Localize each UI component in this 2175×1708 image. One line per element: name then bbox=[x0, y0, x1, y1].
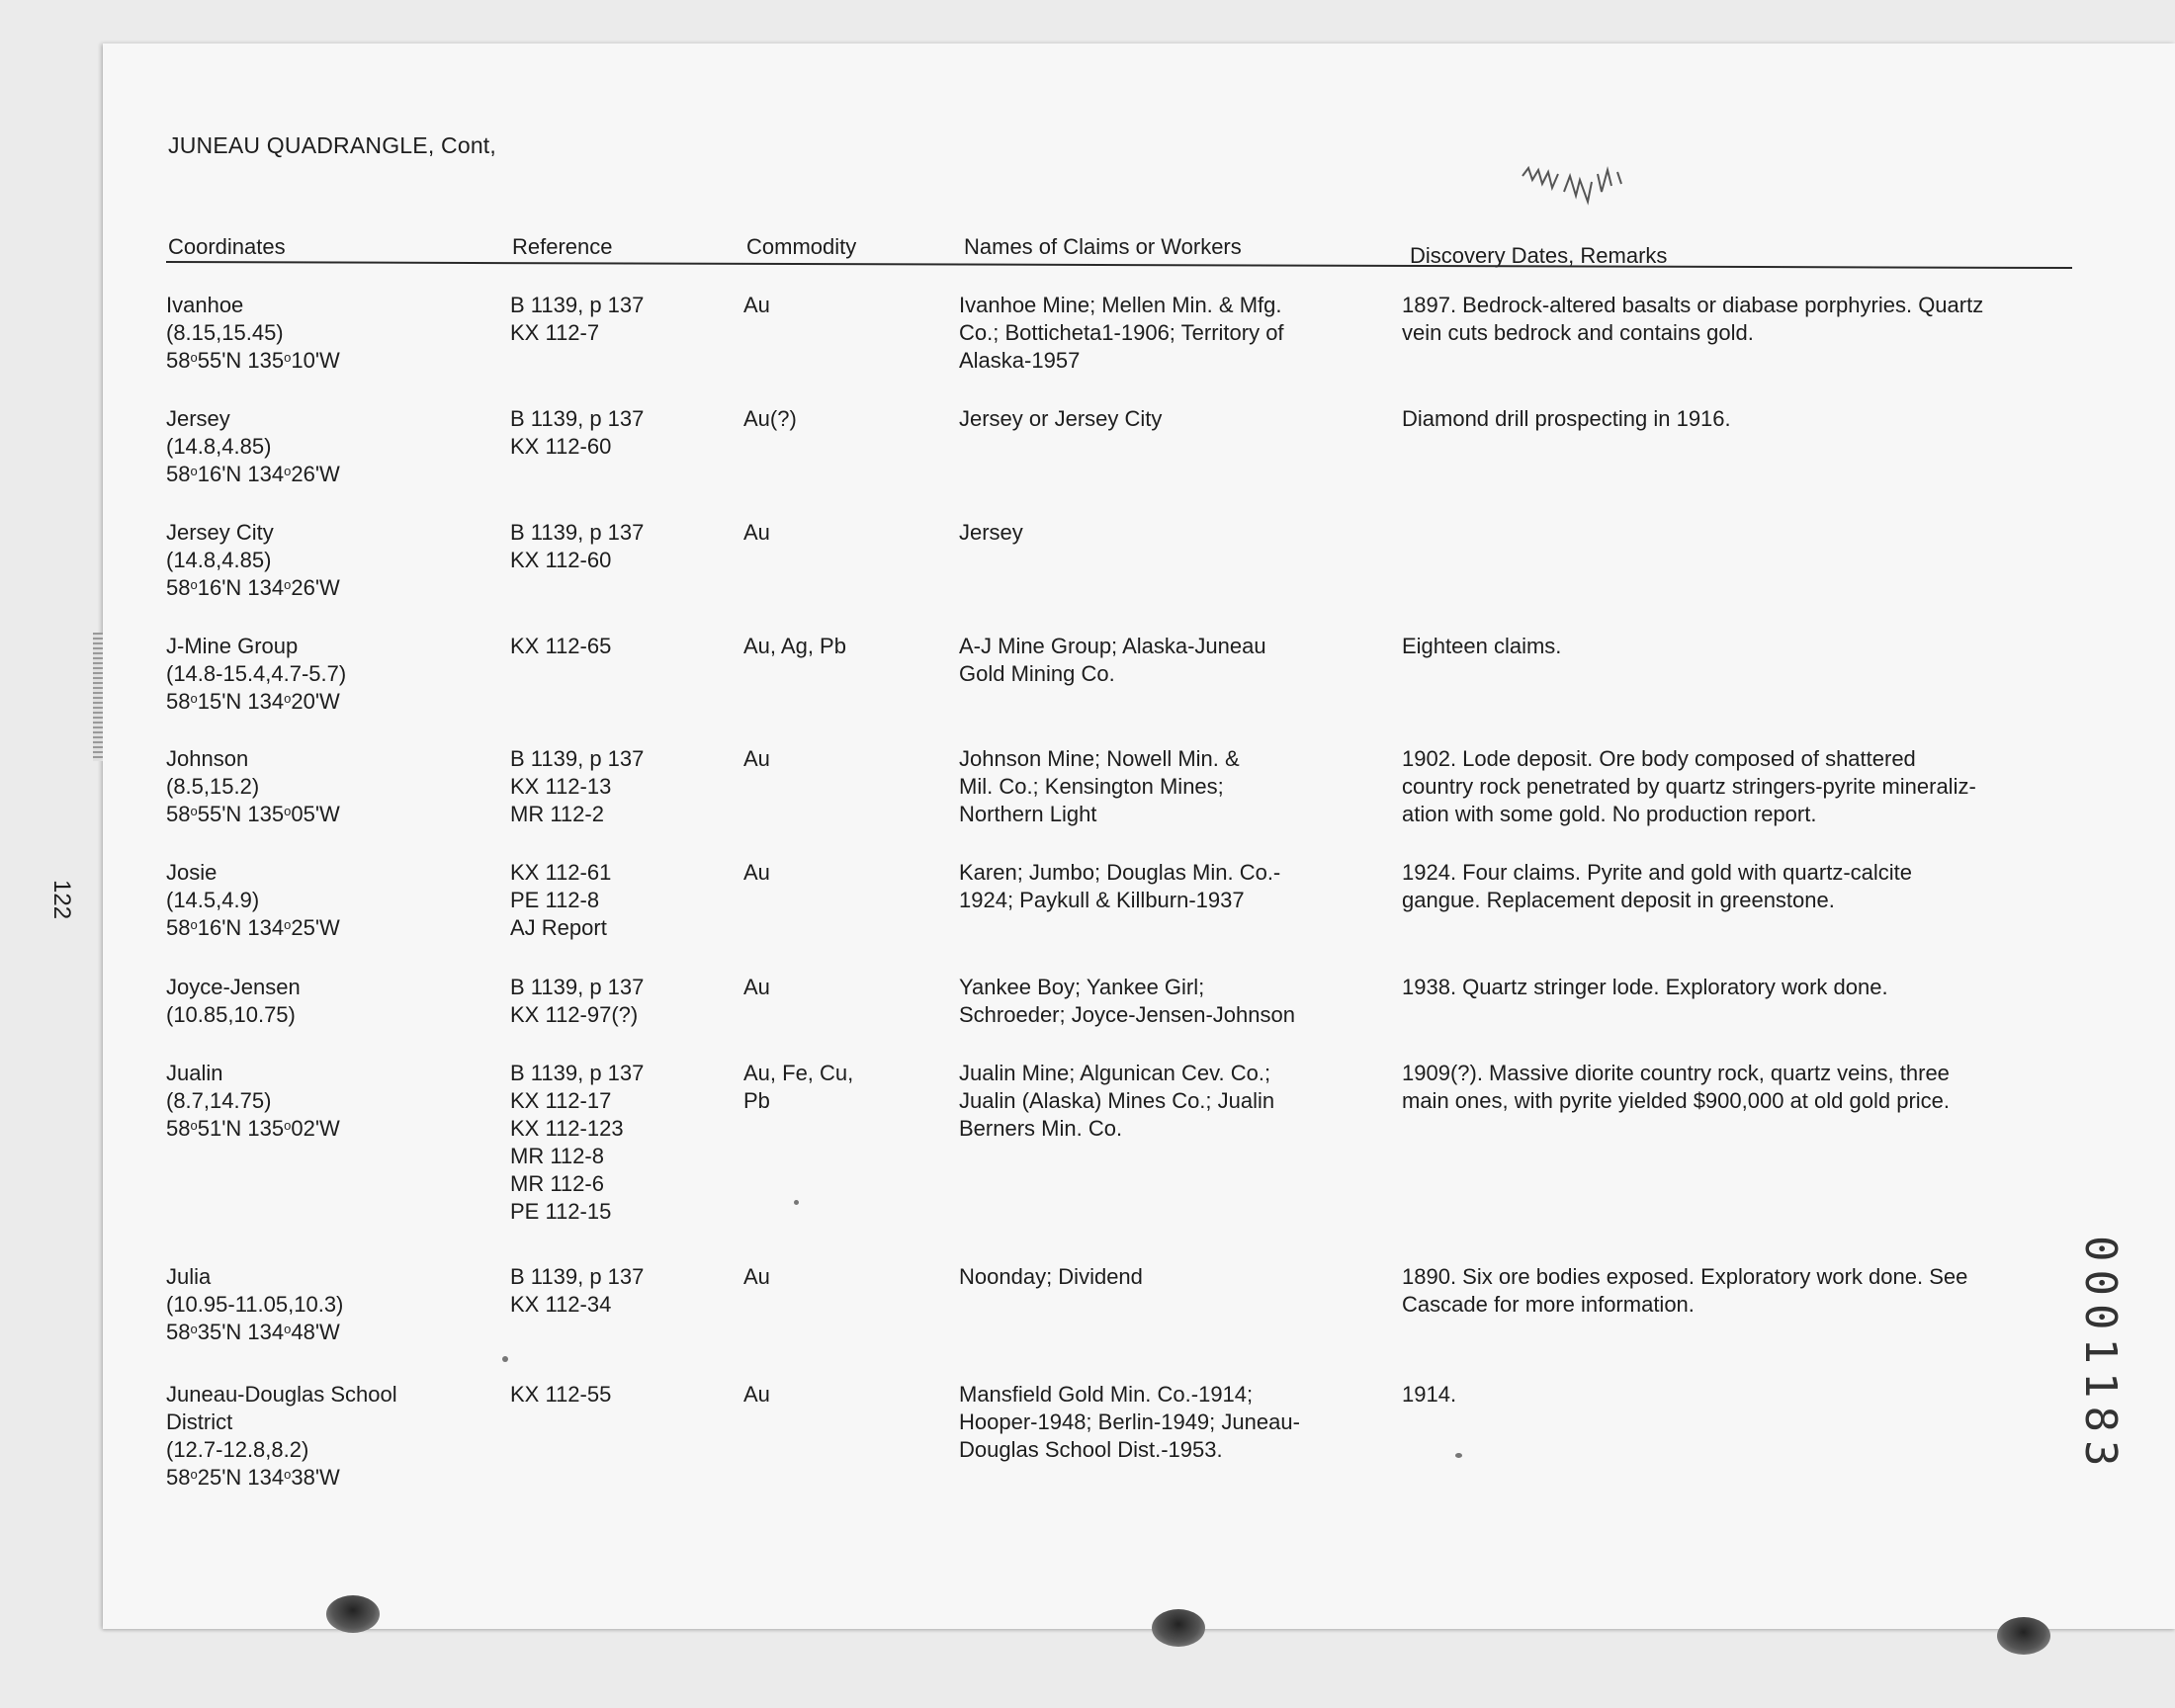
claim-name: Jualin Mine; Algunican Cev. Co.; bbox=[959, 1061, 1271, 1085]
mine-name: Jualin bbox=[166, 1061, 223, 1085]
degree-mark: o bbox=[190, 1467, 198, 1482]
long-minutes: 10'W bbox=[291, 348, 340, 373]
claim-name: Jersey bbox=[959, 520, 1023, 545]
degree-mark: o bbox=[190, 577, 198, 592]
lat-degrees: 58 bbox=[166, 1320, 191, 1344]
reference-cell bbox=[510, 1263, 644, 1319]
commodity: Au bbox=[743, 1382, 770, 1407]
header-remarks: Discovery Dates, Remarks bbox=[1410, 243, 1668, 268]
lat-degrees: 58 bbox=[166, 462, 191, 486]
mine-name: Julia bbox=[166, 1264, 212, 1289]
long-minutes: 48'W bbox=[291, 1320, 340, 1344]
lat-degrees: 58 bbox=[166, 1465, 191, 1490]
speck bbox=[794, 1200, 799, 1205]
commodity-cell bbox=[743, 745, 770, 773]
claim-name: Berners Min. Co. bbox=[959, 1116, 1123, 1141]
grid-coordinates: (12.7-12.8,8.2) bbox=[166, 1437, 309, 1462]
degree-mark: o bbox=[284, 350, 292, 365]
claim-name: Jersey or Jersey City bbox=[959, 406, 1163, 431]
reference: B 1139, p 137 bbox=[510, 1264, 645, 1289]
mine-name: Jersey bbox=[166, 406, 230, 431]
degree-mark: o bbox=[190, 691, 198, 706]
commodity: Au bbox=[743, 293, 770, 317]
claim-name: Northern Light bbox=[959, 802, 1097, 826]
names-cell bbox=[959, 292, 1284, 375]
remark: country rock penetrated by quartz stringers-pyrite mineraliz- bbox=[1402, 774, 1976, 799]
coordinates-cell bbox=[166, 519, 340, 602]
remark: Cascade for more information. bbox=[1402, 1292, 1695, 1317]
commodity-cell bbox=[743, 1263, 770, 1291]
lat-long bbox=[166, 1319, 343, 1346]
long-minutes: 02'W bbox=[291, 1116, 340, 1141]
commodity-cell bbox=[743, 405, 797, 433]
reference: KX 112-65 bbox=[510, 634, 612, 658]
commodity: Au bbox=[743, 860, 770, 885]
reference: PE 112-8 bbox=[510, 888, 600, 912]
lat-minutes: 51'N 135 bbox=[197, 1116, 285, 1141]
names-cell bbox=[959, 1263, 1143, 1291]
remark: 1897. Bedrock-altered basalts or diabase porphyries. Quartz bbox=[1402, 293, 1984, 317]
reference: B 1139, p 137 bbox=[510, 975, 645, 999]
lat-minutes: 16'N 134 bbox=[197, 575, 285, 600]
remark: 1914. bbox=[1402, 1382, 1457, 1407]
reference: B 1139, p 137 bbox=[510, 746, 645, 771]
remarks-cell bbox=[1402, 1263, 2074, 1319]
claim-name: Yankee Boy; Yankee Girl; bbox=[959, 975, 1205, 999]
lat-long bbox=[166, 574, 340, 602]
coordinates-cell bbox=[166, 633, 346, 716]
long-minutes: 25'W bbox=[291, 915, 340, 940]
claim-name: Mansfield Gold Min. Co.-1914; bbox=[959, 1382, 1254, 1407]
header-names: Names of Claims or Workers bbox=[964, 234, 1242, 259]
commodity: Au bbox=[743, 1264, 770, 1289]
lat-degrees: 58 bbox=[166, 1116, 191, 1141]
reference-cell bbox=[510, 859, 611, 942]
page-number: 122 bbox=[48, 880, 75, 920]
document-stamp: 0001183 bbox=[2075, 1236, 2126, 1475]
remarks-cell bbox=[1402, 1381, 2074, 1409]
commodity: Au bbox=[743, 746, 770, 771]
remarks-cell bbox=[1402, 859, 2074, 914]
punch-hole bbox=[1152, 1609, 1205, 1647]
scan-edge-mark bbox=[93, 633, 103, 761]
claim-name: A-J Mine Group; Alaska-Juneau bbox=[959, 634, 1266, 658]
reference: KX 112-17 bbox=[510, 1088, 612, 1113]
claim-name: Johnson Mine; Nowell Min. & bbox=[959, 746, 1240, 771]
commodity-cell bbox=[743, 859, 770, 887]
grid-coordinates: (14.8,4.85) bbox=[166, 434, 272, 459]
remarks-cell bbox=[1402, 405, 2074, 433]
long-minutes: 26'W bbox=[291, 575, 340, 600]
commodity-cell bbox=[743, 974, 770, 1001]
claim-name: Hooper-1948; Berlin-1949; Juneau- bbox=[959, 1409, 1300, 1434]
claim-name: Co.; Botticheta1-1906; Territory of bbox=[959, 320, 1284, 345]
degree-mark: o bbox=[190, 1118, 198, 1133]
reference-cell bbox=[510, 745, 644, 828]
lat-long bbox=[166, 688, 346, 716]
lat-degrees: 58 bbox=[166, 348, 191, 373]
degree-mark: o bbox=[190, 917, 198, 932]
mine-name: Ivanhoe bbox=[166, 293, 244, 317]
degree-mark: o bbox=[284, 1118, 292, 1133]
claim-name: Schroeder; Joyce-Jensen-Johnson bbox=[959, 1002, 1295, 1027]
names-cell bbox=[959, 633, 1266, 688]
commodity-cell bbox=[743, 519, 770, 547]
reference-cell bbox=[510, 1381, 611, 1409]
speck bbox=[1455, 1453, 1462, 1458]
lat-long bbox=[166, 1115, 340, 1143]
remark: 1902. Lode deposit. Ore body composed of shattered bbox=[1402, 746, 1916, 771]
reference: KX 112-7 bbox=[510, 320, 600, 345]
coordinates-cell bbox=[166, 405, 340, 488]
coordinates-cell bbox=[166, 974, 301, 1029]
commodity-cell bbox=[743, 633, 846, 660]
names-cell bbox=[959, 974, 1295, 1029]
names-cell bbox=[959, 745, 1240, 828]
lat-long bbox=[166, 461, 340, 488]
lat-long bbox=[166, 914, 340, 942]
handwritten-mark bbox=[1519, 162, 1637, 221]
reference: KX 112-34 bbox=[510, 1292, 612, 1317]
claim-name: Ivanhoe Mine; Mellen Min. & Mfg. bbox=[959, 293, 1282, 317]
names-cell bbox=[959, 405, 1162, 433]
coordinates-cell bbox=[166, 1060, 340, 1143]
lat-degrees: 58 bbox=[166, 575, 191, 600]
reference: KX 112-61 bbox=[510, 860, 612, 885]
reference: B 1139, p 137 bbox=[510, 406, 645, 431]
grid-coordinates: (14.5,4.9) bbox=[166, 888, 260, 912]
claim-name: Mil. Co.; Kensington Mines; bbox=[959, 774, 1224, 799]
punch-hole bbox=[326, 1595, 380, 1633]
remarks-cell bbox=[1402, 1060, 2074, 1115]
lat-minutes: 16'N 134 bbox=[197, 462, 285, 486]
remark: 1938. Quartz stringer lode. Exploratory work done. bbox=[1402, 975, 1888, 999]
mine-name: Josie bbox=[166, 860, 218, 885]
remark: 1909(?). Massive diorite country rock, quartz veins, three bbox=[1402, 1061, 1950, 1085]
names-cell bbox=[959, 1381, 1300, 1464]
coordinates-cell bbox=[166, 859, 340, 942]
mine-name: Jersey City bbox=[166, 520, 274, 545]
grid-coordinates: (14.8-15.4,4.7-5.7) bbox=[166, 661, 347, 686]
long-minutes: 05'W bbox=[291, 802, 340, 826]
remarks-cell bbox=[1402, 745, 2074, 828]
grid-coordinates: (10.85,10.75) bbox=[166, 1002, 296, 1027]
remark: main ones, with pyrite yielded $900,000 at old gold price. bbox=[1402, 1088, 1951, 1113]
reference: MR 112-2 bbox=[510, 802, 604, 826]
degree-mark: o bbox=[284, 691, 292, 706]
long-minutes: 20'W bbox=[291, 689, 340, 714]
reference: B 1139, p 137 bbox=[510, 1061, 645, 1085]
reference-cell bbox=[510, 1060, 644, 1226]
remark: 1924. Four claims. Pyrite and gold with quartz-calcite bbox=[1402, 860, 1913, 885]
degree-mark: o bbox=[284, 1322, 292, 1336]
claim-name: Jualin (Alaska) Mines Co.; Jualin bbox=[959, 1088, 1275, 1113]
reference-cell bbox=[510, 974, 644, 1029]
page-title: JUNEAU QUADRANGLE, Cont, bbox=[168, 132, 496, 158]
coordinates-cell bbox=[166, 1381, 397, 1492]
remark: Eighteen claims. bbox=[1402, 634, 1562, 658]
reference-cell bbox=[510, 519, 644, 574]
degree-mark: o bbox=[284, 917, 292, 932]
commodity: Au(?) bbox=[743, 406, 797, 431]
lat-minutes: 15'N 134 bbox=[197, 689, 285, 714]
reference-cell bbox=[510, 633, 611, 660]
degree-mark: o bbox=[190, 1322, 198, 1336]
reference: MR 112-6 bbox=[510, 1171, 604, 1196]
lat-minutes: 55'N 135 bbox=[197, 802, 285, 826]
coordinates-cell bbox=[166, 292, 340, 375]
lat-minutes: 25'N 134 bbox=[197, 1465, 285, 1490]
names-cell bbox=[959, 1060, 1274, 1143]
claim-name: Alaska-1957 bbox=[959, 348, 1081, 373]
reference: KX 112-60 bbox=[510, 434, 612, 459]
remark: 1890. Six ore bodies exposed. Exploratory work done. See bbox=[1402, 1264, 1968, 1289]
lat-minutes: 55'N 135 bbox=[197, 348, 285, 373]
lat-minutes: 16'N 134 bbox=[197, 915, 285, 940]
reference: PE 112-15 bbox=[510, 1199, 612, 1224]
remark: ation with some gold. No production report. bbox=[1402, 802, 1817, 826]
commodity: Au bbox=[743, 975, 770, 999]
mine-name: Johnson bbox=[166, 746, 249, 771]
grid-coordinates: (8.7,14.75) bbox=[166, 1088, 272, 1113]
lat-degrees: 58 bbox=[166, 915, 191, 940]
long-minutes: 38'W bbox=[291, 1465, 340, 1490]
remark: gangue. Replacement deposit in greenstone. bbox=[1402, 888, 1835, 912]
mine-name: J-Mine Group bbox=[166, 634, 299, 658]
remark: Diamond drill prospecting in 1916. bbox=[1402, 406, 1731, 431]
commodity: Pb bbox=[743, 1088, 770, 1113]
commodity: Au bbox=[743, 520, 770, 545]
names-cell bbox=[959, 859, 1280, 914]
remark: vein cuts bedrock and contains gold. bbox=[1402, 320, 1754, 345]
remarks-cell bbox=[1402, 633, 2074, 660]
reference: KX 112-55 bbox=[510, 1382, 612, 1407]
lat-long bbox=[166, 1464, 397, 1492]
commodity-cell bbox=[743, 1060, 853, 1115]
grid-coordinates: (8.15,15.45) bbox=[166, 320, 284, 345]
commodity: Au, Ag, Pb bbox=[743, 634, 846, 658]
lat-long bbox=[166, 347, 340, 375]
coordinates-cell bbox=[166, 745, 340, 828]
reference: MR 112-8 bbox=[510, 1144, 604, 1168]
remarks-cell bbox=[1402, 292, 2074, 347]
claim-name: 1924; Paykull & Killburn-1937 bbox=[959, 888, 1245, 912]
degree-mark: o bbox=[284, 577, 292, 592]
reference: KX 112-13 bbox=[510, 774, 612, 799]
reference-cell bbox=[510, 405, 644, 461]
mine-name: Joyce-Jensen bbox=[166, 975, 301, 999]
commodity-cell bbox=[743, 292, 770, 319]
header-commodity: Commodity bbox=[746, 234, 857, 259]
reference: KX 112-123 bbox=[510, 1116, 624, 1141]
claim-name: Douglas School Dist.-1953. bbox=[959, 1437, 1223, 1462]
claim-name: Noonday; Dividend bbox=[959, 1264, 1143, 1289]
mine-name-cont: District bbox=[166, 1409, 233, 1434]
degree-mark: o bbox=[284, 464, 292, 478]
speck bbox=[502, 1356, 508, 1362]
reference: KX 112-97(?) bbox=[510, 1002, 639, 1027]
reference-cell bbox=[510, 292, 644, 347]
reference: B 1139, p 137 bbox=[510, 293, 645, 317]
degree-mark: o bbox=[190, 804, 198, 818]
degree-mark: o bbox=[190, 464, 198, 478]
degree-mark: o bbox=[190, 350, 198, 365]
reference: KX 112-60 bbox=[510, 548, 612, 572]
degree-mark: o bbox=[284, 804, 292, 818]
reference: AJ Report bbox=[510, 915, 607, 940]
lat-degrees: 58 bbox=[166, 802, 191, 826]
claim-name: Gold Mining Co. bbox=[959, 661, 1115, 686]
degree-mark: o bbox=[284, 1467, 292, 1482]
grid-coordinates: (10.95-11.05,10.3) bbox=[166, 1292, 344, 1317]
header-coordinates: Coordinates bbox=[168, 234, 286, 259]
mine-name: Juneau-Douglas School bbox=[166, 1382, 397, 1407]
header-reference: Reference bbox=[512, 234, 613, 259]
grid-coordinates: (8.5,15.2) bbox=[166, 774, 260, 799]
commodity-cell bbox=[743, 1381, 770, 1409]
lat-degrees: 58 bbox=[166, 689, 191, 714]
remarks-cell bbox=[1402, 974, 2074, 1001]
coordinates-cell bbox=[166, 1263, 343, 1346]
claim-name: Karen; Jumbo; Douglas Min. Co.- bbox=[959, 860, 1281, 885]
lat-long bbox=[166, 801, 340, 828]
long-minutes: 26'W bbox=[291, 462, 340, 486]
lat-minutes: 35'N 134 bbox=[197, 1320, 285, 1344]
commodity: Au, Fe, Cu, bbox=[743, 1061, 854, 1085]
names-cell bbox=[959, 519, 1023, 547]
reference: B 1139, p 137 bbox=[510, 520, 645, 545]
punch-hole bbox=[1997, 1617, 2050, 1655]
grid-coordinates: (14.8,4.85) bbox=[166, 548, 272, 572]
